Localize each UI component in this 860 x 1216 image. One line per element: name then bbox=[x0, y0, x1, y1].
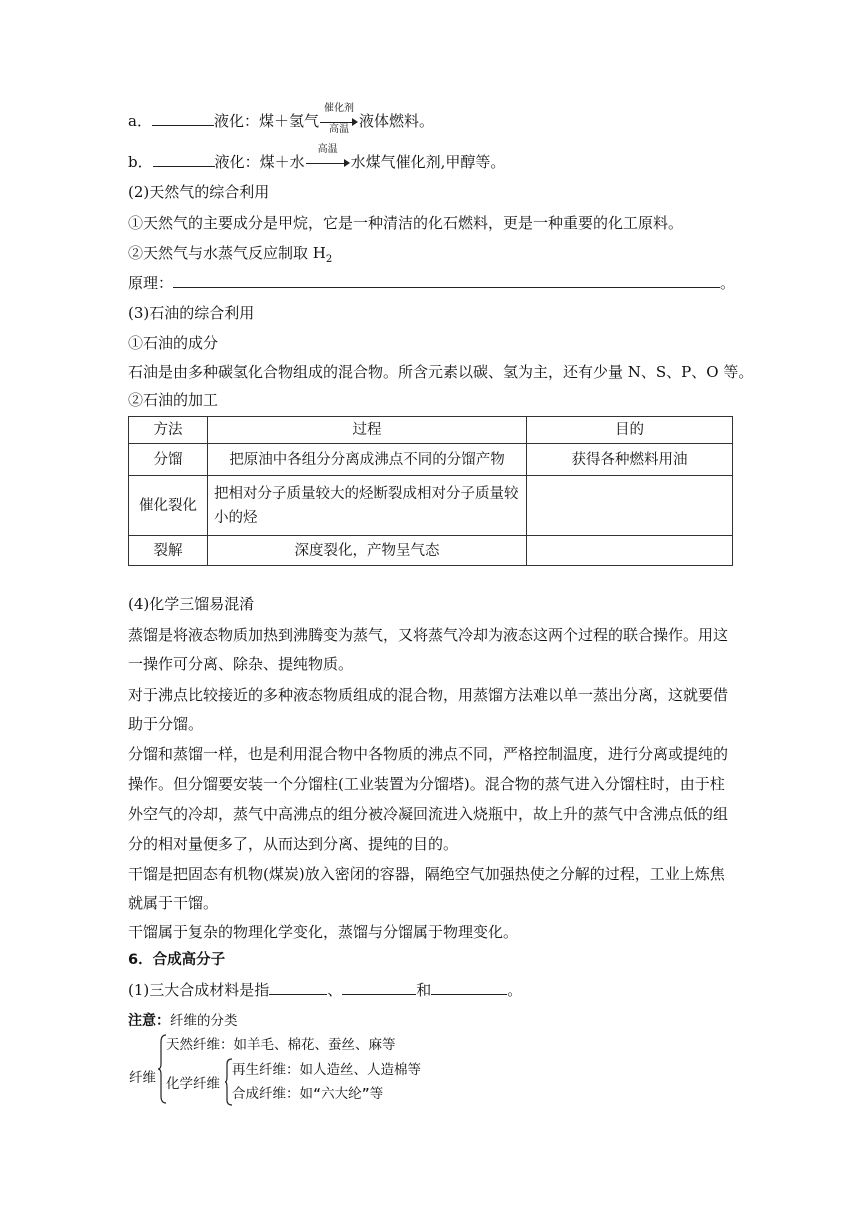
table-row bbox=[129, 536, 733, 566]
header-method: 方法 bbox=[129, 417, 208, 444]
table-header-row bbox=[129, 417, 733, 444]
tree-regen: 再生纤维：如人造丝、人造棉等 bbox=[232, 1062, 421, 1078]
dist-line: 就属于干馏。 bbox=[128, 894, 219, 912]
header-purpose: 目的 bbox=[527, 417, 733, 444]
note-line bbox=[128, 1010, 238, 1031]
header-process: 过程 bbox=[208, 417, 527, 444]
dist-heading: (4)化学三馏易混淆 bbox=[128, 595, 255, 613]
reaction-arrow-a: 催化剂 高温 bbox=[320, 112, 358, 132]
tree-synthetic: 合成纤维：如“六大纶”等 bbox=[232, 1086, 384, 1102]
polymer-line-1: (1)三大合成材料是指 、 和 。 bbox=[128, 981, 523, 999]
blank-material-1[interactable] bbox=[269, 980, 327, 995]
blank-material-3[interactable] bbox=[431, 980, 507, 995]
cell-purpose bbox=[527, 536, 733, 566]
ng-line-2: ②天然气与水蒸气反应制取 $H_2$ bbox=[128, 244, 333, 265]
cell-method: 催化裂化 bbox=[129, 476, 208, 536]
cell-process: 把原油中各组分分离成沸点不同的分馏产物 bbox=[208, 444, 527, 476]
oil-text-1: 石油是由多种碳氢化合物组成的混合物。所含元素以碳、氢为主，还有少量 N、S、P、O 等。 bbox=[128, 363, 754, 381]
process-table bbox=[128, 416, 733, 566]
tree-root: 纤维 bbox=[129, 1070, 156, 1086]
cell-purpose bbox=[527, 476, 733, 536]
blank-b[interactable] bbox=[153, 152, 215, 167]
blank-a[interactable] bbox=[152, 111, 214, 126]
dist-line: 一操作可分离、除杂、提纯物质。 bbox=[128, 655, 354, 673]
principle-blank[interactable] bbox=[173, 273, 720, 288]
oil-heading: (3)石油的综合利用 bbox=[128, 304, 255, 322]
note-text: 纤维的分类 bbox=[170, 1013, 238, 1029]
tree-natural: 天然纤维：如羊毛、棉花、蚕丝、麻等 bbox=[166, 1037, 396, 1053]
table-row bbox=[129, 444, 733, 476]
ng-line-1: ①天然气的主要成分是甲烷，它是一种清洁的化石燃料，更是一种重要的化工原料。 bbox=[128, 214, 684, 232]
dist-line: 分的相对量便多了，从而达到分离、提纯的目的。 bbox=[128, 835, 459, 853]
cell-purpose: 获得各种燃料用油 bbox=[527, 444, 733, 476]
table-row bbox=[129, 476, 733, 536]
dist-line: 干馏是把固态有机物(煤炭)放入密闭的容器，隔绝空气加强热使之分解的过程，工业上炼焦 bbox=[128, 865, 725, 883]
line-b: b． 液化：煤＋水 高温 水煤气催化剂,甲醇等。 bbox=[128, 144, 506, 171]
ng-heading: (2)天然气的综合利用 bbox=[128, 183, 270, 201]
principle-line: 原理： 。 bbox=[128, 274, 736, 292]
dist-line: 操作。但分馏要安装一个分馏柱(工业装置为分馏塔)。混合物的蒸气进入分馏柱时，由于柱 bbox=[128, 775, 725, 793]
blank-material-2[interactable] bbox=[342, 980, 416, 995]
cell-method: 分馏 bbox=[129, 444, 208, 476]
cell-method: 裂解 bbox=[129, 536, 208, 566]
cell-process: 把相对分子质量较大的烃断裂成相对分子质量较小的烃 bbox=[208, 476, 527, 536]
dist-line: 对于沸点比较接近的多种液态物质组成的混合物，用蒸馏方法难以单一蒸出分离，这就要借 bbox=[128, 686, 729, 704]
oil-sub-2: ②石油的加工 bbox=[128, 391, 219, 409]
oil-sub-1: ①石油的成分 bbox=[128, 334, 219, 352]
polymer-heading: 6．合成高分子 bbox=[128, 952, 226, 968]
reaction-arrow-b: 高温 bbox=[306, 153, 350, 173]
tree-chemical: 化学纤维 bbox=[166, 1076, 220, 1092]
note-label: 注意： bbox=[128, 1013, 170, 1029]
dist-line: 外空气的冷却，蒸气中高沸点的组分被冷凝回流进入烧瓶中，故上升的蒸气中含沸点低的组 bbox=[128, 805, 729, 823]
dist-line: 蒸馏是将液态物质加热到沸腾变为蒸气，又将蒸气冷却为液态这两个过程的联合操作。用这 bbox=[128, 626, 729, 644]
dist-line: 助于分馏。 bbox=[128, 715, 204, 733]
line-a: a． 液化：煤＋氢气 催化剂 高温 液体燃料。 bbox=[128, 103, 434, 135]
cell-process: 深度裂化，产物呈气态 bbox=[208, 536, 527, 566]
dist-line: 分馏和蒸馏一样，也是利用混合物中各物质的沸点不同，严格控制温度，进行分离或提纯的 bbox=[128, 745, 729, 763]
dist-line: 干馏属于复杂的物理化学变化，蒸馏与分馏属于物理变化。 bbox=[128, 923, 519, 941]
